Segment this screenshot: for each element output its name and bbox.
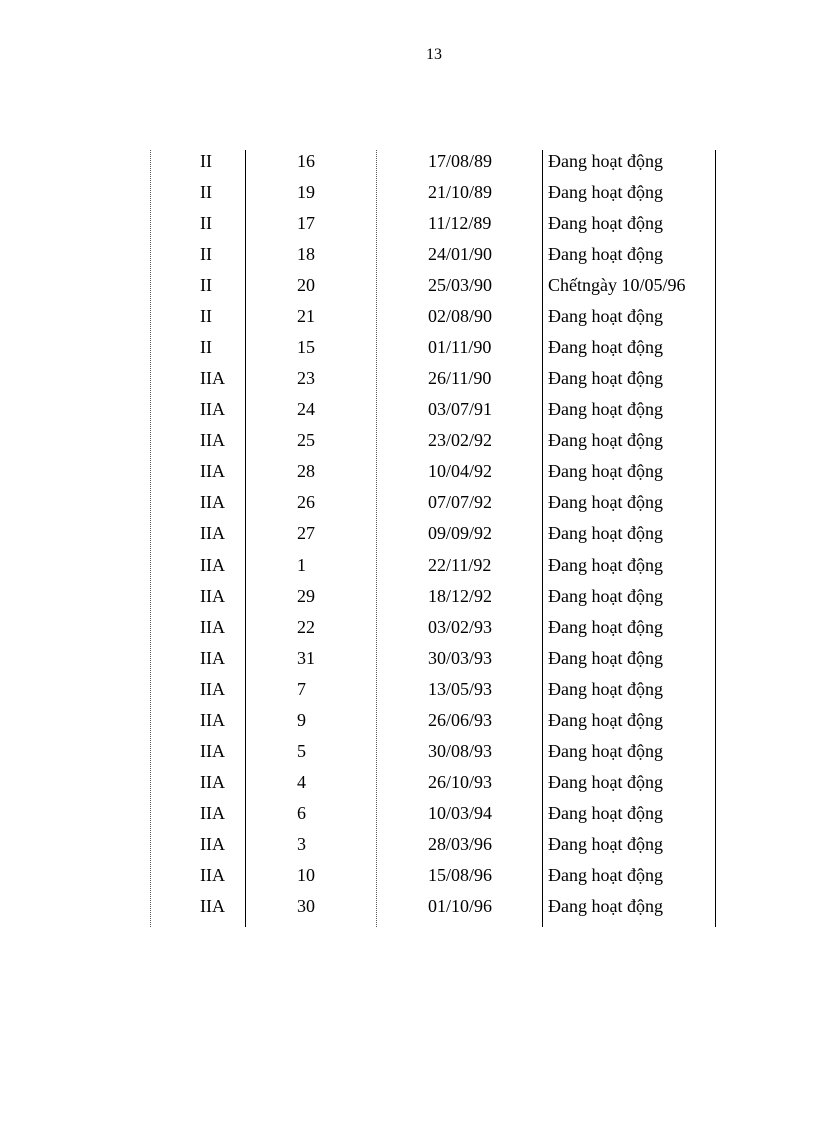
date-cell: 25/03/90: [428, 275, 493, 296]
status-cell: Đang hoạt động: [548, 213, 663, 234]
table-row: [150, 585, 716, 616]
status-cell: Đang hoạt động: [548, 709, 663, 730]
status-cell: Đang hoạt động: [548, 306, 663, 327]
date-cell: 03/02/93: [428, 616, 493, 637]
table-row: [150, 398, 716, 429]
table-row: [150, 522, 716, 553]
number-cell: 23: [297, 368, 315, 389]
status-cell: Đang hoạt động: [548, 647, 663, 668]
number-cell: 16: [297, 151, 315, 171]
number-cell: 19: [297, 182, 315, 203]
date-cell: 02/08/90: [428, 306, 493, 327]
class-cell: IIA: [200, 585, 225, 606]
table-row: [150, 491, 716, 522]
status-cell: Đang hoạt động: [548, 182, 663, 203]
date-cell: 17/08/89: [428, 151, 493, 171]
status-cell: Đang hoạt động: [548, 399, 663, 420]
number-cell: 5: [297, 740, 306, 761]
number-cell: 28: [297, 461, 315, 482]
class-cell: IIA: [200, 616, 225, 637]
status-cell: Đang hoạt động: [548, 833, 663, 854]
number-cell: 31: [297, 647, 315, 668]
number-cell: 25: [297, 430, 315, 451]
table-row: [150, 864, 716, 895]
date-cell: 07/07/92: [428, 492, 493, 513]
number-cell: 22: [297, 616, 315, 637]
number-cell: 27: [297, 523, 315, 544]
table-row: [150, 150, 716, 181]
class-cell: IIA: [200, 864, 225, 885]
table-row: [150, 181, 716, 212]
class-cell: IIA: [200, 554, 225, 575]
number-cell: 15: [297, 337, 315, 358]
status-cell: Đang hoạt động: [548, 523, 663, 544]
class-cell: II: [200, 337, 212, 358]
number-cell: 9: [297, 709, 306, 730]
table-row: [150, 802, 716, 833]
date-cell: 11/12/89: [428, 213, 492, 234]
date-cell: 26/10/93: [428, 771, 493, 792]
date-cell: 01/11/90: [428, 337, 492, 358]
date-cell: 03/07/91: [428, 399, 493, 420]
status-cell: Đang hoạt động: [548, 771, 663, 792]
date-cell: 15/08/96: [428, 864, 493, 885]
class-cell: IIA: [200, 399, 225, 420]
status-cell: Đang hoạt động: [548, 430, 663, 451]
status-cell: Đang hoạt động: [548, 337, 663, 358]
number-cell: 7: [297, 678, 306, 699]
status-cell: Chếtngày 10/05/96: [548, 275, 686, 296]
class-cell: IIA: [200, 678, 225, 699]
class-cell: IIA: [200, 368, 225, 389]
date-cell: 09/09/92: [428, 523, 493, 544]
number-cell: 29: [297, 585, 315, 606]
class-cell: IIA: [200, 523, 225, 544]
number-cell: 6: [297, 802, 306, 823]
status-cell: Đang hoạt động: [548, 368, 663, 389]
date-cell: 13/05/93: [428, 678, 493, 699]
class-cell: II: [200, 151, 212, 171]
class-cell: II: [200, 182, 212, 203]
status-cell: Đang hoạt động: [548, 740, 663, 761]
date-cell: 22/11/92: [428, 554, 492, 575]
date-cell: 10/03/94: [428, 802, 493, 823]
date-cell: 18/12/92: [428, 585, 493, 606]
class-cell: IIA: [200, 492, 225, 513]
number-cell: 26: [297, 492, 315, 513]
status-cell: Đang hoạt động: [548, 554, 663, 575]
number-cell: 20: [297, 275, 315, 296]
class-cell: IIA: [200, 647, 225, 668]
date-cell: 30/03/93: [428, 647, 493, 668]
table-row: [150, 305, 716, 336]
status-cell: Đang hoạt động: [548, 864, 663, 885]
number-cell: 10: [297, 864, 315, 885]
status-cell: Đang hoạt động: [548, 802, 663, 823]
table-row: [150, 460, 716, 491]
status-cell: Đang hoạt động: [548, 461, 663, 482]
date-cell: 01/10/96: [428, 895, 493, 916]
status-cell: Đang hoạt động: [548, 492, 663, 513]
class-cell: II: [200, 306, 212, 327]
class-cell: II: [200, 275, 212, 296]
date-cell: 30/08/93: [428, 740, 493, 761]
number-cell: 3: [297, 833, 306, 854]
table-row: [150, 740, 716, 771]
number-cell: 24: [297, 399, 315, 420]
table-row: [150, 212, 716, 243]
status-cell: Đang hoạt động: [548, 678, 663, 699]
table-row: [150, 771, 716, 802]
class-cell: IIA: [200, 895, 225, 916]
table-row: [150, 895, 716, 926]
table-row: [150, 709, 716, 740]
table-row: [150, 336, 716, 367]
number-cell: 21: [297, 306, 315, 327]
table-row: [150, 678, 716, 709]
date-cell: 23/02/92: [428, 430, 493, 451]
data-table: [150, 150, 716, 927]
class-cell: IIA: [200, 802, 225, 823]
class-cell: IIA: [200, 461, 225, 482]
number-cell: 1: [297, 554, 306, 575]
class-cell: IIA: [200, 771, 225, 792]
status-cell: Đang hoạt động: [548, 585, 663, 606]
table-row: [150, 554, 716, 585]
table-row: [150, 429, 716, 460]
number-cell: 30: [297, 895, 315, 916]
table-row: [150, 647, 716, 678]
table-row: [150, 833, 716, 864]
table-row: [150, 367, 716, 398]
date-cell: 28/03/96: [428, 833, 493, 854]
date-cell: 21/10/89: [428, 182, 493, 203]
number-cell: 18: [297, 244, 315, 265]
date-cell: 10/04/92: [428, 461, 493, 482]
table-row: [150, 274, 716, 305]
table-row: [150, 243, 716, 274]
status-cell: Đang hoạt động: [548, 151, 663, 171]
status-cell: Đang hoạt động: [548, 244, 663, 265]
class-cell: IIA: [200, 709, 225, 730]
class-cell: IIA: [200, 740, 225, 761]
number-cell: 4: [297, 771, 306, 792]
status-cell: Đang hoạt động: [548, 616, 663, 637]
number-cell: 17: [297, 213, 315, 234]
page-number: 13: [426, 46, 442, 63]
table-row: [150, 616, 716, 647]
status-cell: Đang hoạt động: [548, 895, 663, 916]
class-cell: IIA: [200, 833, 225, 854]
class-cell: IIA: [200, 430, 225, 451]
date-cell: 26/11/90: [428, 368, 492, 389]
date-cell: 26/06/93: [428, 709, 493, 730]
date-cell: 24/01/90: [428, 244, 493, 265]
class-cell: II: [200, 244, 212, 265]
class-cell: II: [200, 213, 212, 234]
